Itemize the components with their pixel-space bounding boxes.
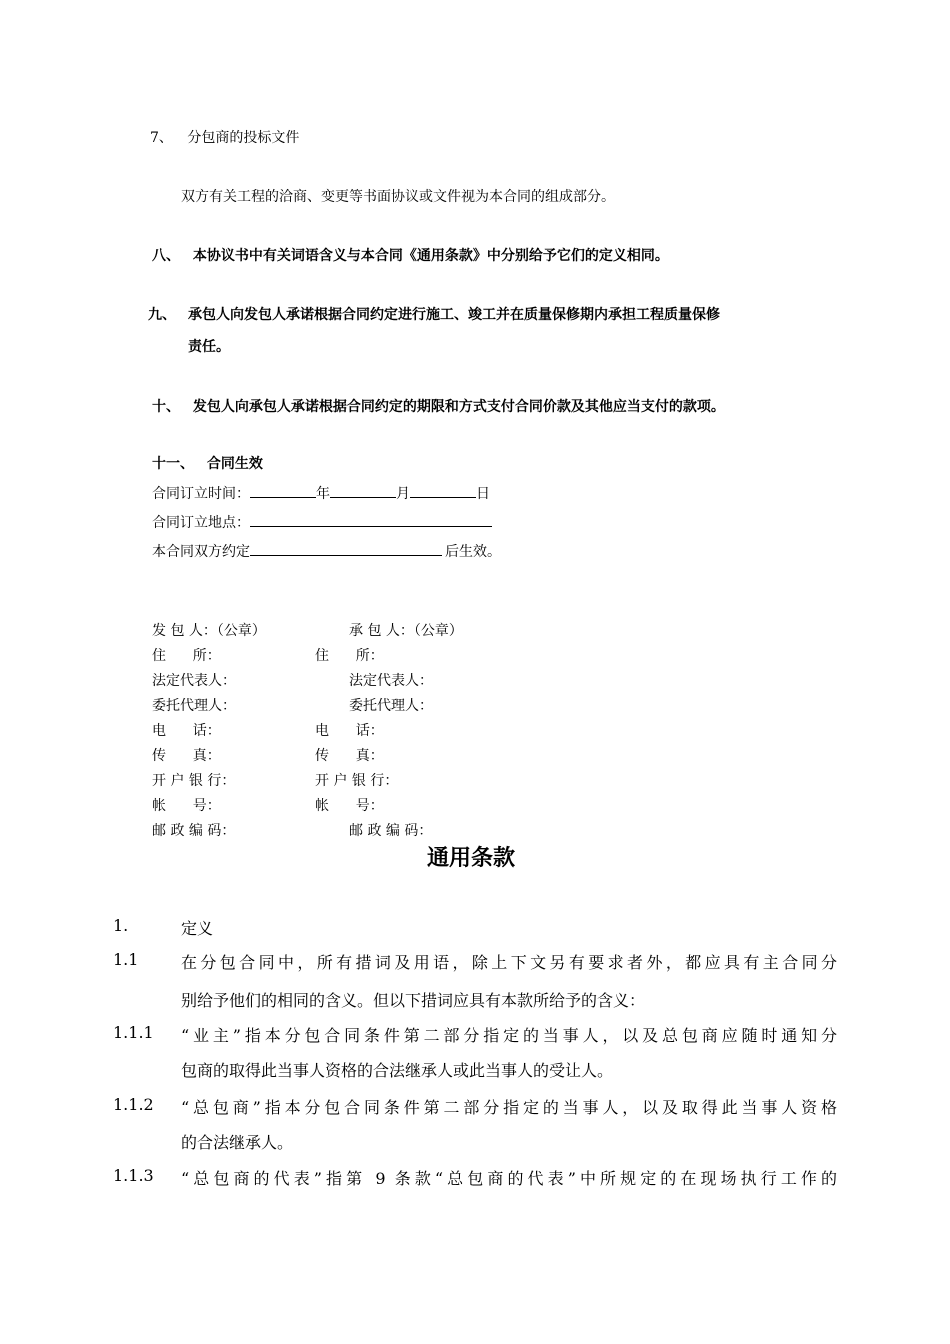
employer-phone: 电 话： <box>152 723 221 739</box>
employer-agent: 委托代理人： <box>152 698 236 714</box>
contractor-postcode: 邮 政 编 码： <box>349 823 433 839</box>
clause-11-number: 十一、 <box>152 456 194 472</box>
year-blank[interactable] <box>250 482 316 498</box>
section-1-text: 定义 <box>181 919 214 938</box>
employer-bank: 开 户 银 行： <box>152 773 236 789</box>
employer-party: 发 包 人：（公章） <box>152 623 266 639</box>
day-blank[interactable] <box>410 482 476 498</box>
effective-prefix: 本合同双方约定 <box>152 544 250 560</box>
section-1-1-2-line-1: “总包商”指本分包合同条件第二部分指定的当事人，以及取得此当事人资格 <box>181 1098 837 1117</box>
composition-note: 双方有关工程的洽商、变更等书面协议或文件视为本合同的组成部分。 <box>181 189 615 205</box>
contractor-agent: 委托代理人： <box>349 698 433 714</box>
employer-legal-rep: 法定代表人： <box>152 673 236 689</box>
month-blank[interactable] <box>330 482 396 498</box>
clause-9-line-2: 责任。 <box>188 339 230 355</box>
effective-suffix: 后生效。 <box>445 544 501 560</box>
month-label: 月 <box>396 486 410 502</box>
section-1-1-1-line-2: 包商的取得此当事人资格的合法继承人或此当事人的受让人。 <box>181 1061 614 1080</box>
year-label: 年 <box>316 486 330 502</box>
contractor-address: 住 所： <box>315 648 384 664</box>
clause-11-title: 合同生效 <box>206 456 263 472</box>
day-label: 日 <box>476 486 490 502</box>
sign-time-line <box>152 482 490 503</box>
employer-address: 住 所： <box>152 648 221 664</box>
item-7-number: 7、 <box>150 130 173 146</box>
employer-fax: 传 真： <box>152 748 221 764</box>
contractor-account: 帐 号： <box>315 798 384 814</box>
contractor-bank: 开 户 银 行： <box>315 773 399 789</box>
sign-place-label: 合同订立地点： <box>152 515 250 531</box>
effective-condition-blank[interactable] <box>250 540 442 556</box>
general-terms-title: 通用条款 <box>427 846 516 871</box>
section-1-number: 1. <box>113 916 129 935</box>
clause-8-text: 本协议书中有关词语含义与本合同《通用条款》中分别给予它们的定义相同。 <box>192 248 669 264</box>
section-1-1-2-number: 1.1.2 <box>113 1095 154 1114</box>
section-1-1-3-number: 1.1.3 <box>113 1166 154 1185</box>
sign-place-line <box>152 511 492 532</box>
clause-11-heading <box>152 453 263 473</box>
section-1-1-number: 1.1 <box>113 950 139 969</box>
clause-8-number: 八、 <box>152 248 180 264</box>
employer-account: 帐 号： <box>152 798 221 814</box>
section-1-1-3-line-1: “总包商的代表”指第 9 条款“总包商的代表”中所规定的在现场执行工作的 <box>181 1169 837 1188</box>
section-1-1-line-2: 别给予他们的相同的含义。但以下措词应具有本款所给予的含义： <box>181 991 646 1010</box>
section-1-1-1-number: 1.1.1 <box>113 1023 154 1042</box>
contractor-legal-rep: 法定代表人： <box>349 673 433 689</box>
contractor-fax: 传 真： <box>315 748 384 764</box>
employer-postcode: 邮 政 编 码： <box>152 823 236 839</box>
contractor-phone: 电 话： <box>315 723 384 739</box>
clause-8 <box>152 245 669 265</box>
sign-place-blank[interactable] <box>250 511 492 527</box>
effective-line <box>152 540 501 561</box>
contractor-party: 承 包 人：（公章） <box>349 623 463 639</box>
section-1-1-1-line-1: “业主”指本分包合同条件第二部分指定的当事人，以及总包商应随时通知分 <box>181 1026 837 1045</box>
clause-10 <box>152 396 725 416</box>
clause-10-number: 十、 <box>152 399 180 415</box>
clause-9-number: 九、 <box>148 307 176 323</box>
section-1-1-line-1: 在分包合同中，所有措词及用语，除上下文另有要求者外，都应具有主合同分 <box>181 953 837 972</box>
clause-9-line-1: 承包人向发包人承诺根据合同约定进行施工、竣工并在质量保修期内承担工程质量保修 <box>188 307 720 323</box>
clause-10-text: 发包人向承包人承诺根据合同约定的期限和方式支付合同价款及其他应当支付的款项。 <box>192 399 725 415</box>
sign-time-label: 合同订立时间： <box>152 486 250 502</box>
item-7 <box>150 127 299 147</box>
item-7-text: 分包商的投标文件 <box>187 130 300 146</box>
section-1-1-2-line-2: 的合法继承人。 <box>181 1133 294 1152</box>
